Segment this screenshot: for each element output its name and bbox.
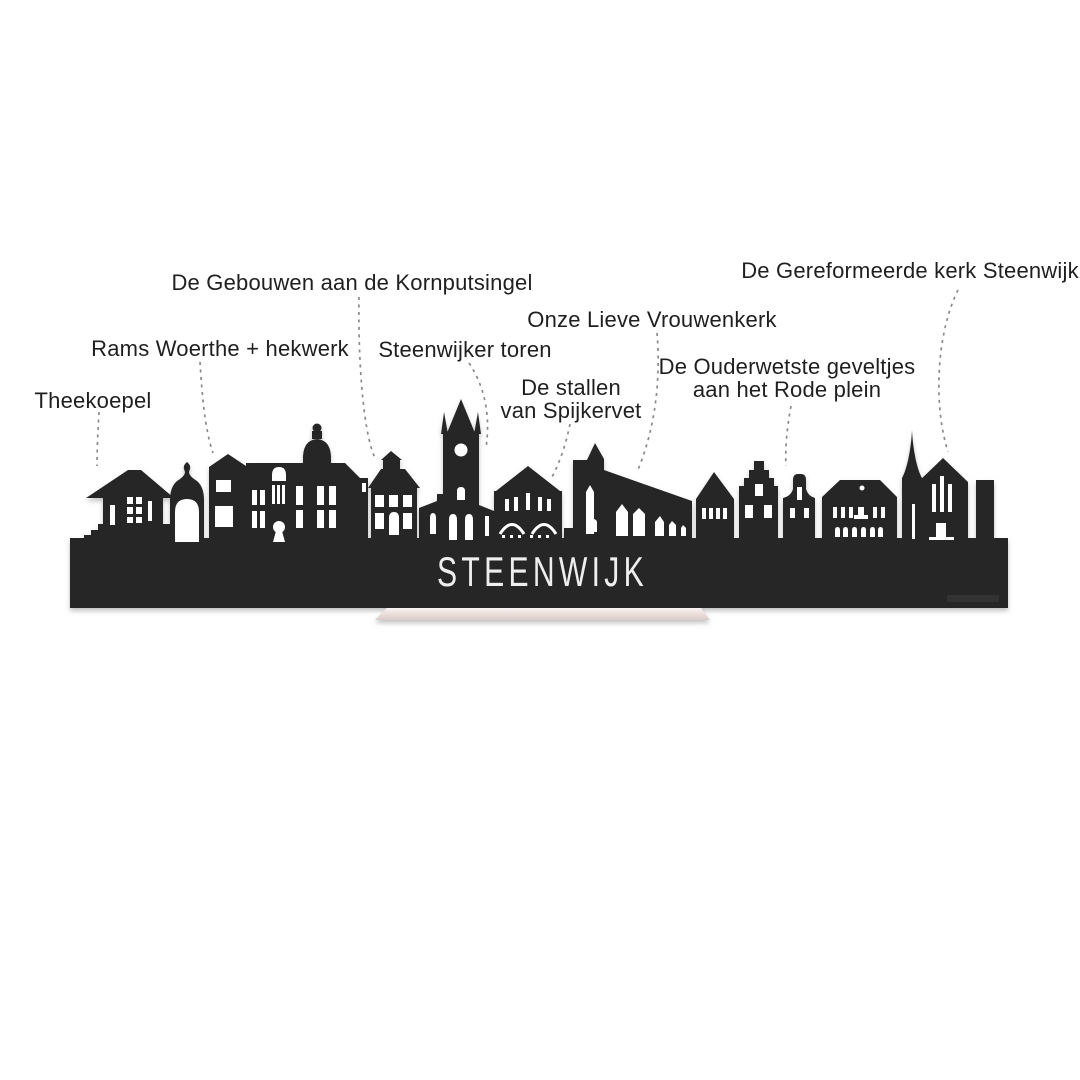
building-theekoepel <box>84 470 174 542</box>
building-bell-gable <box>783 474 815 542</box>
leader-gereformeerde-kerk <box>939 290 958 452</box>
building-gabled-house <box>696 472 734 542</box>
leader-rode-plein <box>786 406 791 466</box>
brand-watermark <box>947 595 999 602</box>
label-kornputsingel: De Gebouwen aan de Kornputsingel <box>171 270 533 295</box>
label-rode-plein-line2: aan het Rode plein <box>692 377 882 402</box>
leader-kornputsingel <box>359 297 375 458</box>
leader-stallen <box>552 424 570 477</box>
building-steenwijker-toren <box>441 399 481 542</box>
label-rode-plein-line1: De Ouderwetste geveltjes <box>658 354 916 379</box>
label-steenwijker-toren: Steenwijker toren <box>378 337 552 362</box>
wooden-stand <box>375 607 710 620</box>
city-name-engraving: STEENWIJK <box>437 548 648 595</box>
label-rode-plein <box>659 355 916 401</box>
label-theekoepel: Theekoepel <box>34 388 152 413</box>
building-stepped-gable <box>739 461 778 542</box>
label-rams-woerthe: Rams Woerthe + hekwerk <box>91 336 349 361</box>
building-end-block <box>976 480 994 542</box>
label-stallen-line1: De stallen <box>521 375 621 400</box>
label-vrouwenkerk: Onze Lieve Vrouwenkerk <box>527 307 777 332</box>
leader-theekoepel <box>97 412 99 466</box>
label-stallen-line2: van Spijkervet <box>500 398 642 423</box>
label-gereformeerde-kerk: De Gereformeerde kerk Steenwijk <box>741 258 1079 283</box>
label-stallen-spijkervet <box>501 376 642 422</box>
leader-rams-woerthe <box>200 362 213 453</box>
